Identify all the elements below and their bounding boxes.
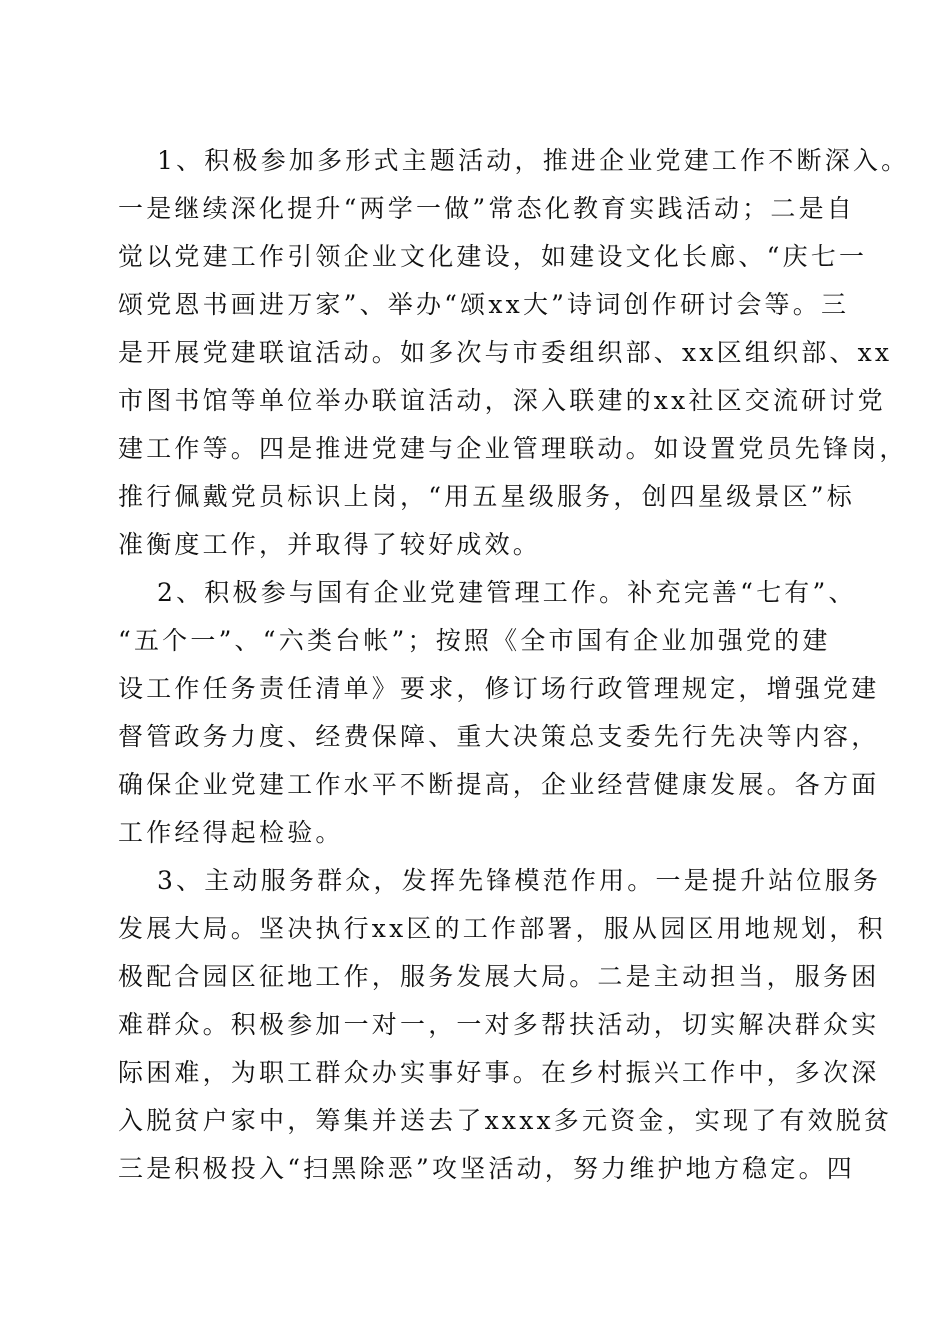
paragraph-1-line-4: 颂党恩书画进万家”、举办“颂xx大”诗词创作研讨会等。三: [118, 290, 850, 319]
paragraph-2-line-4: 督管政务力度、经费保障、重大决策总支委先行先决等内容，: [118, 722, 880, 751]
paragraph-1-line-9: 准衡度工作，并取得了较好成效。: [118, 530, 542, 559]
paragraph-2-line-1: 2、积极参与国有企业党建管理工作。补充完善“七有”、: [157, 578, 857, 607]
paragraph-1-line-1: 1、积极参加多形式主题活动，推进企业党建工作不断深入。: [157, 146, 910, 175]
paragraph-1-line-2: 一是继续深化提升“两学一做”常态化教育实践活动；二是自: [118, 194, 855, 223]
paragraph-3-line-4: 难群众。积极参加一对一，一对多帮扶活动，切实解决群众实: [118, 1010, 880, 1039]
paragraph-3-line-3: 极配合园区征地工作，服务发展大局。二是主动担当，服务困: [118, 962, 880, 991]
paragraph-1-line-8: 推行佩戴党员标识上岗，“用五星级服务，创四星级景区”标: [118, 482, 855, 511]
paragraph-1-line-3: 觉以党建工作引领企业文化建设，如建设文化长廊、“庆七一: [118, 242, 868, 271]
paragraph-3-line-7: 三是积极投入“扫黑除恶”攻坚活动，努力维护地方稳定。四: [118, 1154, 855, 1183]
paragraph-1-line-6: 市图书馆等单位举办联谊活动，深入联建的xx社区交流研讨党: [118, 386, 886, 415]
paragraph-2-line-2: “五个一”、“六类台帐”；按照《全市国有企业加强党的建: [118, 626, 831, 655]
paragraph-1-line-7: 建工作等。四是推进党建与企业管理联动。如设置党员先锋岗，: [118, 434, 908, 463]
paragraph-2-line-6: 工作经得起检验。: [118, 818, 344, 847]
paragraph-2-line-3: 设工作任务责任清单》要求，修订场行政管理规定，增强党建: [118, 674, 880, 703]
paragraph-3-line-1: 3、主动服务群众，发挥先锋模范作用。一是提升站位服务: [157, 866, 882, 895]
paragraph-3-line-2: 发展大局。坚决执行xx区的工作部署，服从园区用地规划，积: [118, 914, 886, 943]
paragraph-2-line-5: 确保企业党建工作水平不断提高，企业经营健康发展。各方面: [118, 770, 880, 799]
paragraph-3-line-5: 际困难，为职工群众办实事好事。在乡村振兴工作中，多次深: [118, 1058, 880, 1087]
paragraph-3-line-6: 入脱贫户家中，筹集并送去了xxxx多元资金，实现了有效脱贫: [118, 1106, 893, 1135]
paragraph-1-line-5: 是开展党建联谊活动。如多次与市委组织部、xx区组织部、xx: [118, 338, 893, 367]
